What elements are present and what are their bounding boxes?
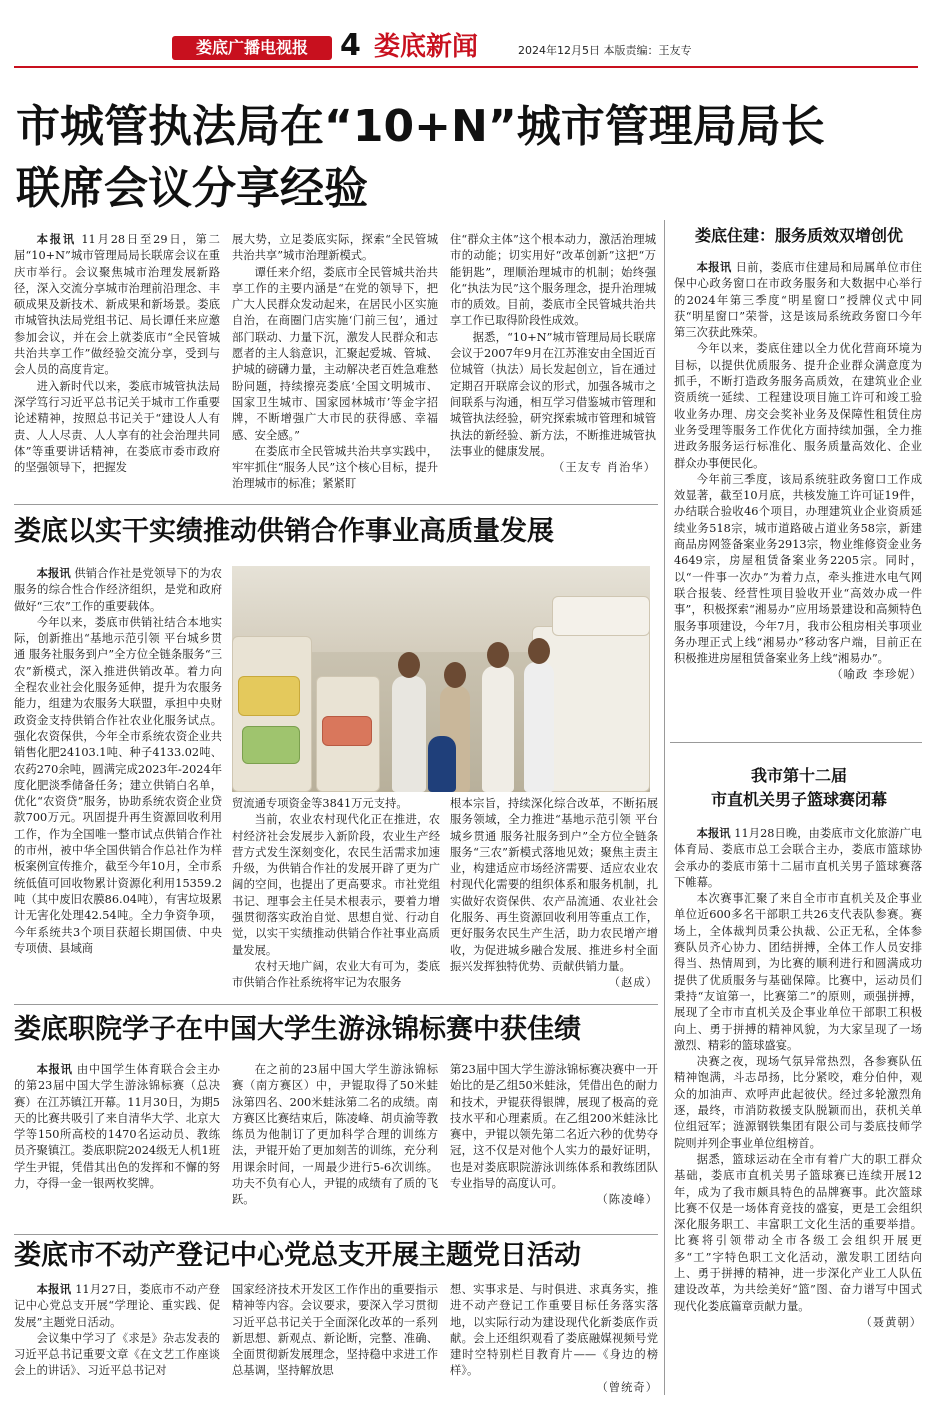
- article1-col3-text: 住“群众主体”这个根本动力，激活治理城市的动能；切实用好“改革创新”这把“万能钥匙”，理顺治理城市的机制；始终强化“执法为民”这个服务理念，提升治理城市的质效。目前，娄底市全民管城共治共享工作已取得阶段性成效。: [450, 233, 656, 328]
- side1-p2: 今年以来，娄底住建以全力优化营商环境为目标，以提供优质服务、提升企业群众满意度为抓手，不断打造政务服务高质效，在建筑业企业资质统一延续、工程建设项目施工许可和竣工验收业务办理、房交会奖补业务及保障性租赁住房业务受理等服务工作优化方面持续加强，全力推进政务服务运行标准化、服务质量高效化、企业群众办事便民化。: [674, 342, 922, 470]
- article3-col2-text: 在之前的23届中国大学生游泳锦标赛（南方赛区）中，尹锟取得了50米蛙泳第四名、200米蛙泳第二名的成绩。南方赛区比赛结束后，陈凌峰、胡贞渝等教练员为他制订了更加科学合理的训练方法，尹锟开始了更加刻苦的训练，充分利用课余时间，一周最少进行5-6次训练。功夫不负有心人，尹锟的成绩有了质的飞跃。: [232, 1063, 438, 1207]
- article1-byline: （王友专 肖治华）: [553, 461, 656, 475]
- side2-p4: 据悉，篮球运动在全市有着广大的职工群众基础，娄底市直机关男子篮球赛已连续开展12年，成为了我市颇具特色的品牌赛事。此次篮球比赛不仅是一场体育竞技的盛宴，更是工会组织深化服务职工、丰富职工文化生活的重要举措。比赛将引领带动全市各级工会组织开展更多“工”字特色职工文化活动，激发职工团结向上、勇于拼搏的精神，进一步深化产业工人队伍建设改革，为共绘美好“篮”图、奋力谱写中国式现代化娄底篇章贡献力量。: [674, 1152, 922, 1313]
- article1-col3b-text: 据悉，“10+N”城市管理局局长联席会议于2007年9月在江苏淮安由全国近百位城管（执法）局长发起创立，旨在通过定期召开联席会议的形式，加强各城市之间联系与沟通，相互学习借鉴城市管理和城管执法经验，研究探索城市管理和城管执法的新经验、新方法，不断推进城管执法事业的健康发展。: [450, 330, 656, 458]
- photo-sack: [238, 676, 300, 716]
- article3-top-rule: [14, 1004, 658, 1005]
- side2-title-line2: 市直机关男子篮球赛闭幕: [710, 790, 887, 809]
- article4-col3-text: 想、实事求是、与时俱进、求真务实，推进不动产登记工作重要目标任务落实落地，以实际行动为建设现代化新娄底作贡献。会上还组织观看了娄底融媒视频号党建时空特别栏目教育片——《身边的榜样》。: [450, 1283, 658, 1378]
- side2-title-line1: 我市第十二届: [750, 766, 847, 785]
- article4-tag: 本报讯: [36, 1283, 72, 1296]
- article4-top-rule: [14, 1234, 658, 1235]
- article4-column-3: [450, 1282, 658, 1396]
- photo-person-head: [487, 642, 509, 668]
- article1-column-3: [450, 232, 656, 494]
- photo-person-head: [528, 638, 550, 664]
- article4-col1b-text: 会议集中学习了《求是》杂志发表的习近平总书记重要文章《在文艺工作座谈会上的讲话》、习近平总书记对: [14, 1331, 220, 1378]
- photo-sack: [322, 716, 372, 746]
- article2-col2b-text: 当前，农业农村现代化正在推进，农村经济社会发展步入新阶段，农业生产经营方式发生深刻变化，农民生活需求加速升级，为供销合作社的发展开辟了更为广阔的空间，也提出了更高要求。市社党组书记、理事会主任吴术根表示，要着力增强贯彻落实政治自觉、思想自觉、行动自觉，以实干实绩推动供销合作社事业高质量发展。: [232, 813, 440, 957]
- article2-tag: 本报讯: [36, 567, 71, 580]
- photo-person-head: [398, 652, 420, 678]
- right-column-divider: [664, 220, 665, 1395]
- masthead-rule: [14, 66, 918, 68]
- photo-person-head: [444, 662, 466, 688]
- article4-headline: 娄底市不动产登记中心党总支开展主题党日活动: [14, 1240, 581, 1271]
- article1-title-line2: 联席会议分享经验: [16, 163, 368, 214]
- side1-tag: 本报讯: [696, 261, 732, 274]
- side1-headline: 娄底住建：服务质效双增创优: [694, 226, 903, 245]
- article2-top-rule: [14, 504, 658, 505]
- article1-col2b-text: 谭任来介绍，娄底市全民管城共治共享工作的主要内涵是“在党的领导下，把广大人民群众发动起来，在居民小区实施自治，在商圈门店实施‘门前三包’，通过部门联动、力量下沉，激发人民群众和志愿者的主人翁意识，汇聚起爱城、管城、护城的磅礴力量，主动解决老百姓急难愁盼问题，持续擦亮娄底‘全国文明城市、国家卫生城市、国家园林城市’等金字招牌，不断增强广大市民的获得感、幸福感、安全感。”: [232, 265, 438, 442]
- date-editor-line: 2024年12月5日 本版责编：王友专: [518, 44, 692, 57]
- article3-col3-text: 第23届中国大学生游泳锦标赛决赛中一开始比的是乙组50米蛙泳，凭借出色的耐力和技术，尹锟获得银牌，展现了极高的竞技水平和心理素质。在乙组200米蛙泳比赛中，尹锟以领先第二名近六秒的优势夺冠，这不仅是对他个人实力的最好证明，也是对娄底职院游泳训练体系和教练团队专业指导的高度认可。: [450, 1063, 658, 1191]
- article2-col1-text: 供销合作社是党领导下的为农服务的综合性合作经济组织，是党和政府做好“三农”工作的重要载体。: [14, 567, 222, 613]
- article2-col1b-text: 今年以来，娄底市供销社结合本地实际，创新推出“基地示范引领 平台城乡贯通 服务社服务到户”全方位全链条服务“三农”新模式，深入推进供销改革。着力向全程农业社会化服务延伸，提升为农服务能力，组建为农服务大联盟，承担中央财政资金支持供销合作社农业化服务试点。强化农资保供，今年全市系统农资企业共销售化肥24103.1吨、种子4133.02吨、农药270余吨，圆满完成2023年-2024年度化肥淡季储备任务；建立供销白名单，优化“农资贷”服务，协助系统农资企业贷款700万元。巩固提升再生资源回收利用工作，作为全国唯一整市试点供销合作社的市州，被中华全国供销合作总社作为样板案例宣传推介，截至今年10月，全市系统低值可回收物累计资源化利用15359.2吨（其中废旧农膜86.04吨），有害垃圾累计无害化处理42.54吨。全力争资争项，今年系统共3个项目获超长期国债、中央专项债、县域商: [14, 615, 222, 955]
- article3-headline: 娄底职院学子在中国大学生游泳锦标赛中获佳绩: [14, 1014, 581, 1045]
- article1-col1b-text: 进入新时代以来，娄底市城管执法局深学笃行习近平总书记关于城市工作重要论述精神，按照总书记关于“建设人人有责、人人尽责、人人享有的社会治理共同体”等重要讲话精神，在娄底市委市政府的坚强领导下，把握发: [14, 379, 220, 475]
- article1-col1-text: 11月28日至29日，第二届“10+N”城市管理局局长联席会议在重庆市举行。会议聚焦城市治理发展新路径，深入交流分享城市治理前沿理念、丰硕成果及新技术、新成果和新场景。娄底市城管执法局党组书记、局长谭任来应邀参加会议，并在会上就娄底市“全民管城共治共享工作”做经验交流分享，受到与会人员的高度肯定。: [14, 233, 220, 377]
- article3-column-1: [14, 1062, 220, 1228]
- side2-byline: （聂黄朝）: [860, 1315, 922, 1329]
- photo-sack: [552, 596, 650, 636]
- article1-column-2: [232, 232, 438, 494]
- side1-p3: 今年前三季度，该局系统驻政务窗口工作成效显著，截至10月底，共核发施工许可证19件，办结联合验收46个项目，办理建筑业企业资质延续业务518宗，城市道路破占道业务58宗，新建商品房网签备案业务2913宗，物业维修资金业务4649宗，房屋租赁备案业务2205宗。同时，以“一件事一次办”为着力点，牵头推进水电气网联合报装、经营性项目验收开业“高效办成一件事”，积极探索“湘易办”应用场景建设和高频特色服务事项建设，今年7月，我市公租房相关事项业务办理正式上线“湘易办”移动客户端，目前正在积极推进房屋租赁备案业务上线“湘易办”。: [674, 472, 922, 666]
- section-title: 娄底新闻: [374, 32, 479, 62]
- side2-p3: 决赛之夜，现场气氛异常热烈，各参赛队伍精神饱满，斗志昂扬，比分紧咬，难分伯仲，观众的加油声、欢呼声此起彼伏。经过多轮激烈角逐，最终，市消防救援支队脱颖而出，获机关单位组冠军；涟源钢铁集团有限公司与娄底技师学院则并列企事业单位组榜首。: [674, 1055, 922, 1150]
- photo-sack: [242, 726, 300, 764]
- article3-byline: （陈凌峰）: [596, 1193, 658, 1207]
- article4-byline: （曾统奇）: [596, 1380, 658, 1394]
- photo-person: [524, 662, 554, 792]
- article2-photo: [232, 566, 650, 792]
- article2-column-1: [14, 566, 222, 1076]
- photo-person: [428, 736, 456, 792]
- article4-col2-text: 国家经济技术开发区工作作出的重要指示精神等内容。会议要求，要深入学习贯彻习近平总书记关于全面深化改革的一系列新思想、新观点、新论断，完整、准确、全面贯彻新发展理念，坚持稳中求进工作总基调，坚持解放思: [232, 1283, 438, 1378]
- station-logo: 娄底广播电视报: [172, 36, 332, 60]
- article2-col3-text: 根本宗旨，持续深化综合改革，不断拓展服务领域，全力推进“基地示范引领 平台城乡贯通 服务社服务到户”全方位全链条服务“三农”新模式落地见效；聚焦主责主业，构建适应市场经济需要、适应农业农村现代化需要的组织体系和服务机制，扎实做好农资保供、农产品流通、农业社会化服务、再生资源回收利用等重点工作，更好服务农民生产生活，助力农民增产增收，为促进城乡融合发展、推进乡村全面振兴发挥独特优势、贡献供销力量。: [450, 797, 658, 973]
- article3-column-2: [232, 1062, 438, 1228]
- article3-tag: 本报讯: [36, 1063, 73, 1076]
- article3-col1-text: 由中国学生体育联合会主办的第23届中国大学生游泳锦标赛（总决赛）在江苏镇江开幕。11月30日，为期5天的比赛共吸引了来自清华大学、北京大学等150所高校的1470名运动员、教练员齐聚镇江。娄底职院2024级无人机1班学生尹锟，凭借其出色的发挥和不懈的努力，夺得一金一银两枚奖牌。: [14, 1063, 220, 1191]
- article1-tag: 本报讯: [36, 233, 76, 246]
- article2-byline: （赵成）: [608, 976, 658, 990]
- article2-col2-text: 贸流通专项资金等3841万元支持。: [232, 797, 408, 810]
- side1-byline: （喻政 李珍妮）: [831, 668, 922, 682]
- article4-column-1: [14, 1282, 220, 1396]
- article1-col2-text: 展大势，立足娄底实际，探索“全民管城共治共享”城市治理新模式。: [232, 233, 438, 263]
- article1-column-1: [14, 232, 220, 494]
- article3-column-3: [450, 1062, 658, 1228]
- side2-p2: 本次赛事汇聚了来自全市市直机关及企事业单位近600多名干部职工共26支代表队参赛。赛场上，全体裁判员秉公执裁、公正无私，全体参赛队员齐心协力、团结拼搏，全体工作人员安排得当、热情周到，为比赛的顺利进行和圆满成功提供了优质服务与基础保障。比赛中，运动员们秉持“友谊第一，比赛第二”的原则，顽强拼搏，展现了全市市直机关及企事业单位干部职工积极向上、勇于拼搏的精神风貌，为大家呈现了一场激烈、精彩的篮球盛宴。: [674, 892, 922, 1052]
- side-divider: [670, 742, 922, 743]
- article4-column-2: [232, 1282, 438, 1396]
- side1-p1: 日前，娄底市住建局和局属单位市住保中心政务窗口在市政务服务和大数据中心举行的2024年第三季度“明星窗口”授牌仪式中同获“明星窗口”荣誉，这是该局系统政务窗口今年第三次获此殊荣。: [674, 261, 922, 340]
- side2-p1: 11月28日晚，由娄底市文化旅游广电体育局、娄底市总工会联合主办，娄底市篮球协会承办的娄底市第十二届市直机关男子篮球赛落下帷幕。: [674, 827, 922, 889]
- side1-body: [674, 260, 922, 736]
- photo-person: [392, 676, 426, 792]
- side2-tag: 本报讯: [696, 827, 731, 840]
- side2-headline: [674, 764, 924, 812]
- article1-col2c-text: 在娄底市全民管城共治共享实践中，牢牢抓住“服务人民”这个核心目标，提升治理城市的标准；紧紧盯: [232, 444, 438, 491]
- article4-col1-text: 11月27日，娄底市不动产登记中心党总支开展“学理论、重实践、促发展”主题党日活动。: [14, 1283, 220, 1329]
- article2-col2c-text: 农村天地广阔，农业大有可为，娄底市供销合作社系统将牢记为农服务: [232, 959, 440, 990]
- side2-body: [674, 826, 922, 1396]
- photo-person: [482, 666, 514, 792]
- page-number: 4: [340, 28, 361, 63]
- article1-title-line1: 市城管执法局在“10+N”城市管理局局长: [16, 101, 825, 152]
- article1-headline: [16, 96, 916, 220]
- article2-headline: 娄底以实干实绩推动供销合作事业高质量发展: [14, 516, 554, 547]
